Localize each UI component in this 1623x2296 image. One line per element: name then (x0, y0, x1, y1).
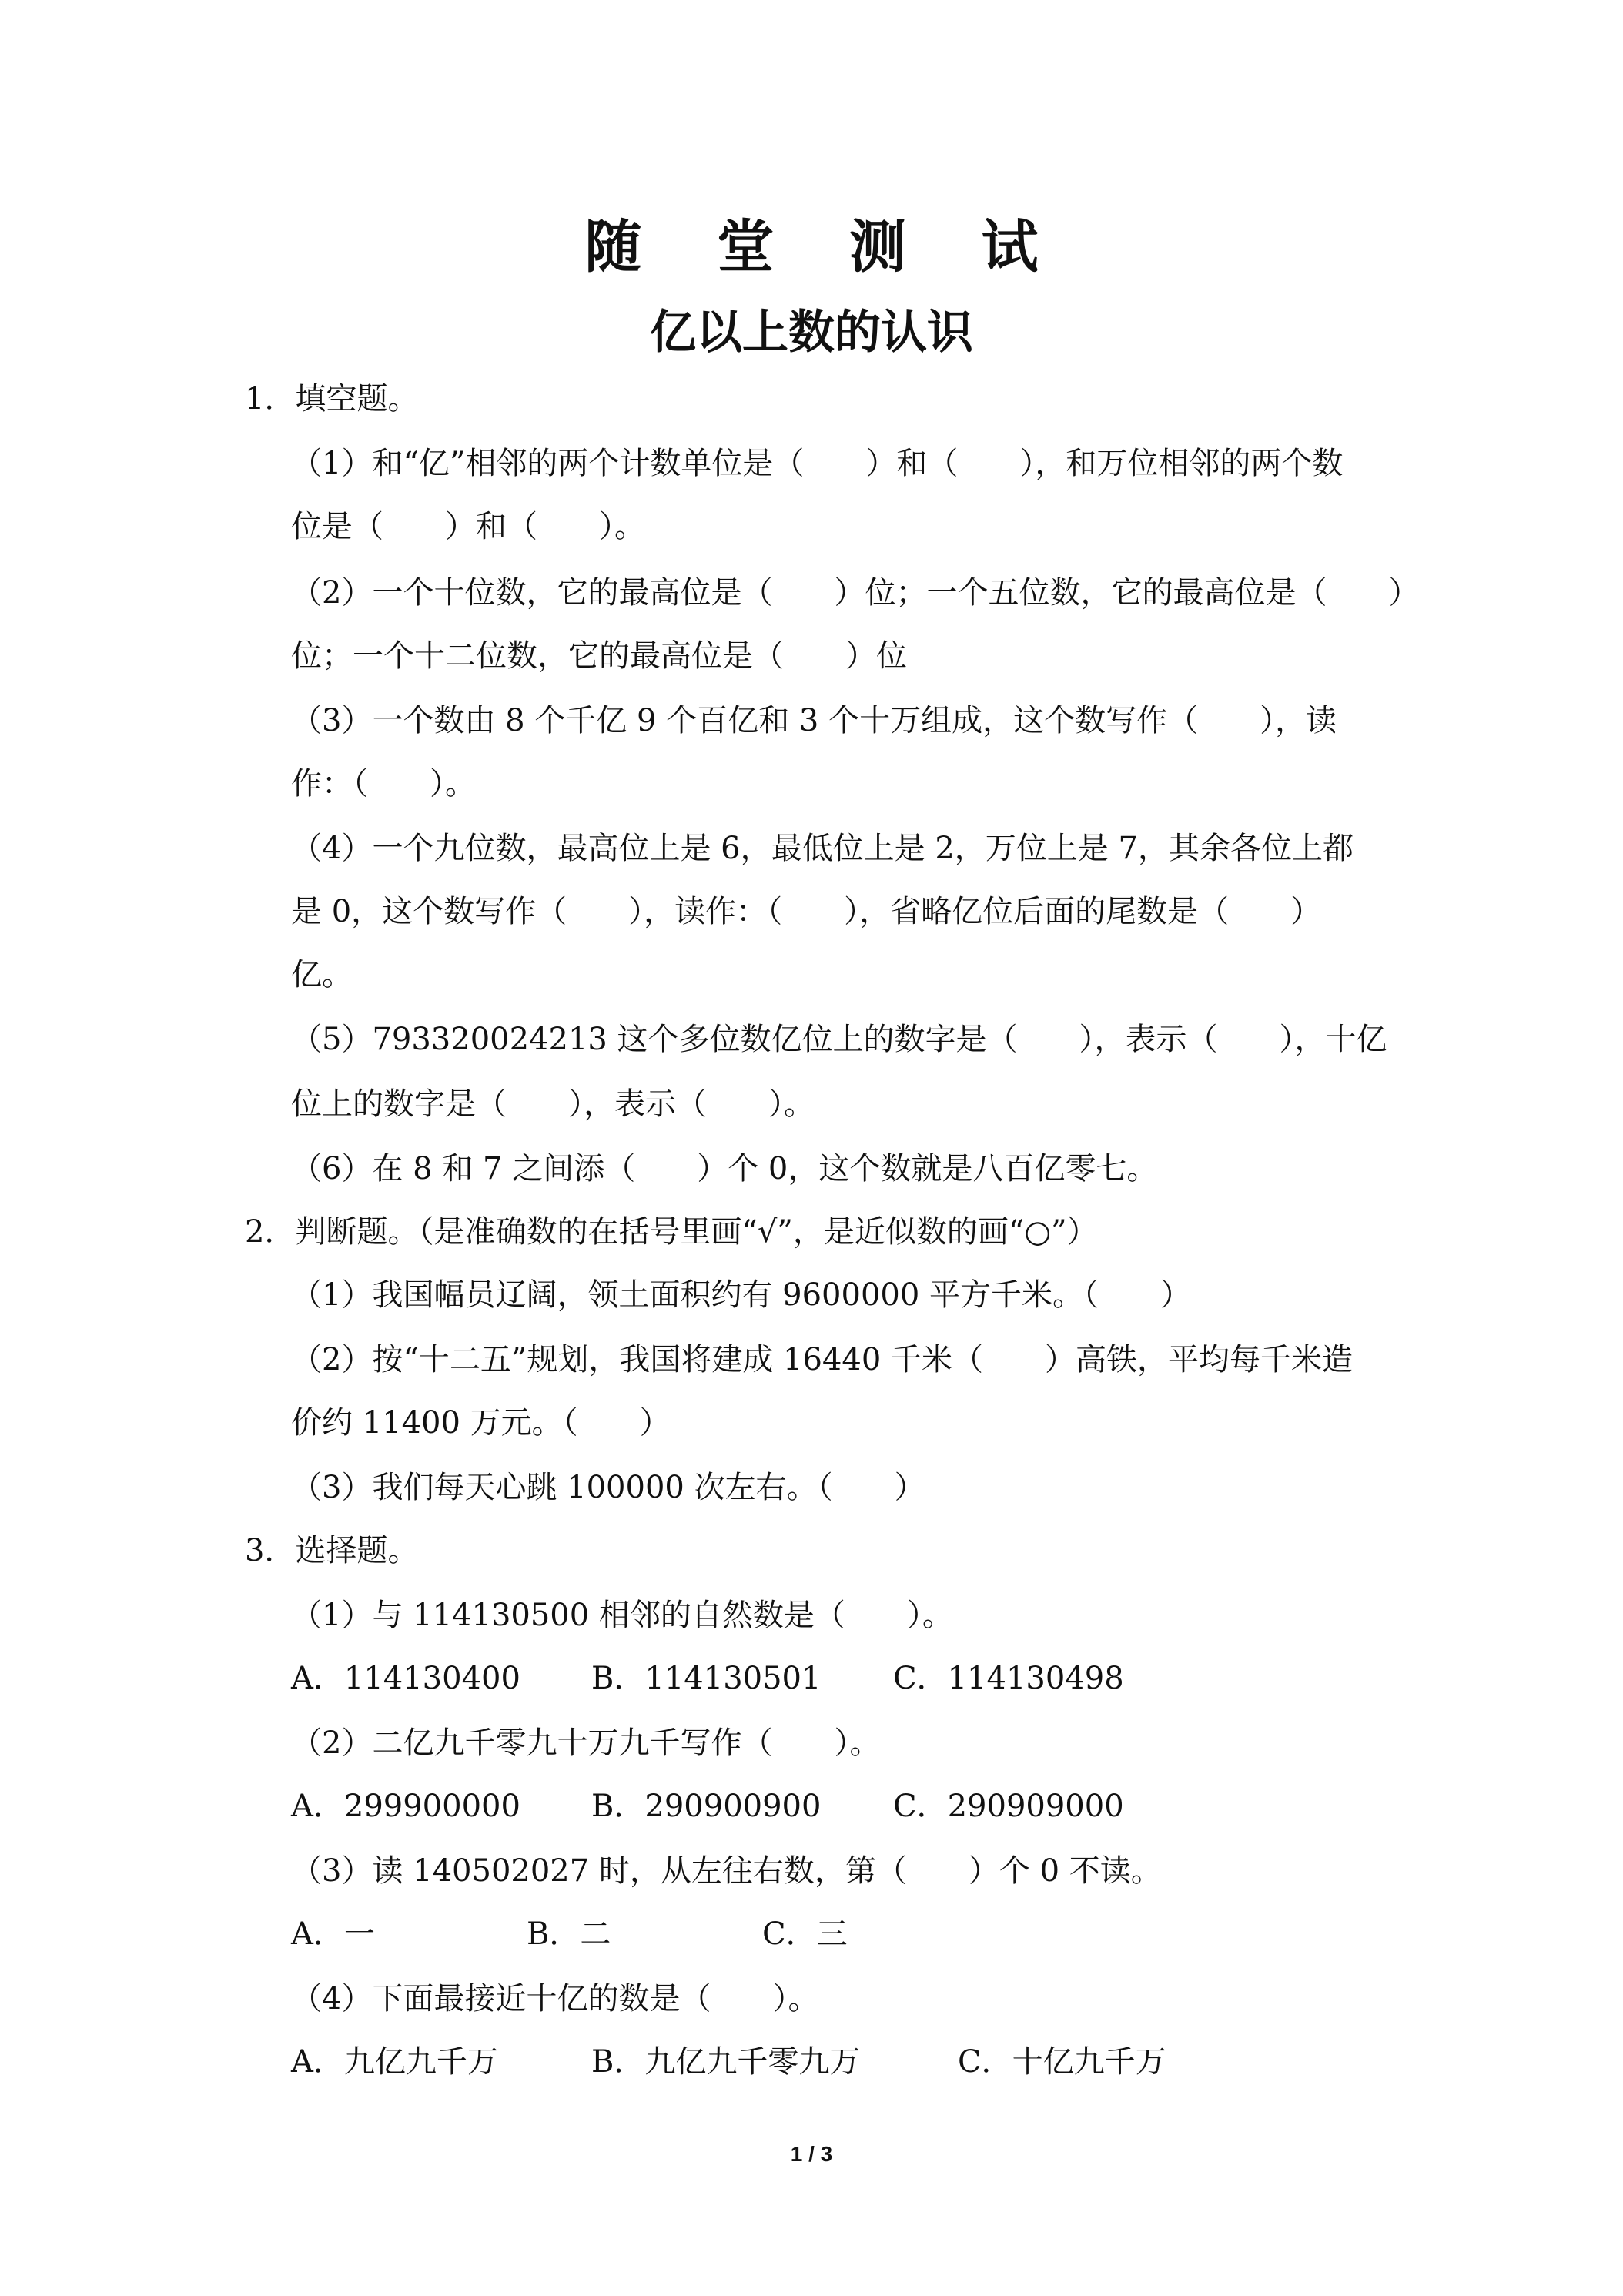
option-c: C．290909000 (893, 1789, 1124, 1824)
option-c: C．十亿九千万 (958, 2044, 1166, 2080)
question-text: （2）按“十二五”规划，我国将建成 16440 千米（ ）高铁，平均每千米造 (291, 1342, 1354, 1377)
question-text: 位是（ ）和（ ）。 (291, 509, 645, 544)
question-text: （5）793320024213 这个多位数亿位上的数字是（ ），表示（ ），十亿 (291, 1022, 1387, 1057)
question-text: （2）一个十位数，它的最高位是（ ）位；一个五位数，它的最高位是（ ） (291, 575, 1420, 611)
question-text: （4）一个九位数，最高位上是 6，最低位上是 2，万位上是 7，其余各位上都 (291, 831, 1354, 866)
option-a: A．一 (291, 1916, 375, 1952)
question-text: 是 0，这个数写作（ ），读作：（ ），省略亿位后面的尾数是（ ） (291, 894, 1322, 929)
question-text: （1）和“亿”相邻的两个计数单位是（ ）和（ ），和万位相邻的两个数 (291, 446, 1344, 481)
question-text: 亿。 (291, 957, 353, 992)
page-title: 随 堂 测 试 (584, 214, 1066, 280)
question-text: 作：（ ）。 (291, 766, 476, 802)
question-text: 位上的数字是（ ），表示（ ）。 (291, 1086, 815, 1122)
question-text: 位；一个十二位数，它的最高位是（ ）位 (291, 638, 907, 674)
option-b: B．114130501 (591, 1661, 822, 1696)
option-a: A．299900000 (291, 1789, 520, 1824)
option-b: B．290900900 (591, 1789, 822, 1824)
question-text: （2）二亿九千零九十万九千写作（ ）。 (291, 1725, 881, 1761)
option-b: B．二 (527, 1916, 611, 1952)
option-c: C．三 (762, 1916, 848, 1952)
option-b: B．九亿九千零九万 (591, 2044, 861, 2080)
question-text: （3）一个数由 8 个千亿 9 个百亿和 3 个十万组成，这个数写作（ ），读 (291, 703, 1337, 738)
question-text: （1）与 114130500 相邻的自然数是（ ）。 (291, 1598, 953, 1633)
option-a: A．九亿九千万 (291, 2044, 498, 2080)
question-text: （3）我们每天心跳 100000 次左右。（ ） (291, 1470, 925, 1505)
option-a: A．114130400 (291, 1661, 520, 1696)
question-text: （1）我国幅员辽阔，领土面积约有 9600000 平方千米。（ ） (291, 1277, 1192, 1313)
question-text: （4）下面最接近十亿的数是（ ）。 (291, 1981, 819, 2017)
question-text: 价约 11400 万元。（ ） (291, 1405, 671, 1441)
question-text: （6）在 8 和 7 之间添（ ）个 0，这个数就是八百亿零七。 (291, 1151, 1158, 1186)
question-text: （3）读 140502027 时，从左往右数，第（ ）个 0 不读。 (291, 1853, 1162, 1889)
page-subtitle: 亿以上数的认识 (650, 306, 973, 360)
section-heading-true-false: 2．判断题。（是准确数的在括号里画“√”，是近似数的画“○”） (245, 1214, 1098, 1250)
section-heading-multiple-choice: 3．选择题。 (245, 1533, 419, 1568)
page-number: 1 / 3 (790, 2142, 833, 2166)
section-heading-fill-blank: 1．填空题。 (245, 381, 419, 417)
option-c: C．114130498 (893, 1661, 1124, 1696)
